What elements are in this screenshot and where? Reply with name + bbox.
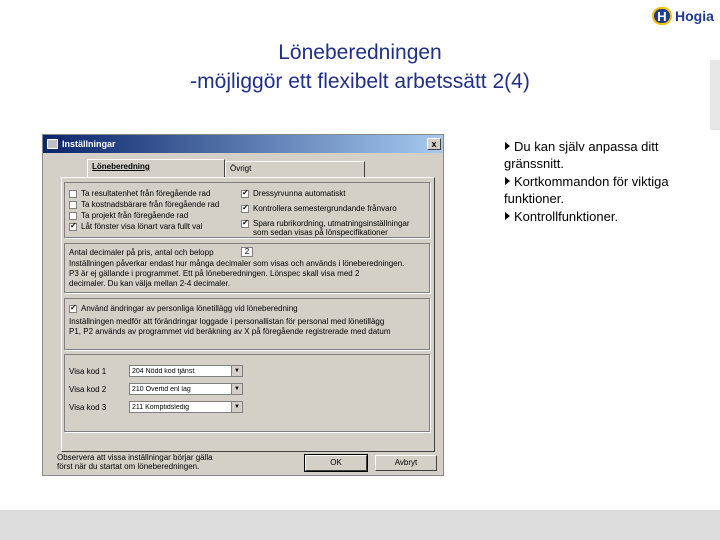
checkbox[interactable]	[69, 212, 77, 220]
checkbox-label: Ta projekt från föregående rad	[81, 211, 189, 220]
close-icon[interactable]: x	[427, 138, 441, 150]
chevron-down-icon[interactable]: ▼	[231, 402, 242, 412]
code-select[interactable]	[129, 401, 243, 413]
footer-note: först när du startat om löneberedningen.	[57, 462, 200, 471]
checkbox-checked[interactable]	[69, 223, 77, 231]
personal-help-line: P1, P2 används av programmet vid beräkning av X på föregående registrerade med datum	[69, 327, 391, 336]
bullet-item: Kontrollfunktioner.	[504, 208, 684, 225]
code-select-value: 204 Nödd kod tjänst	[132, 367, 195, 375]
code-select-value: 210 Övertid enl lag	[132, 385, 191, 393]
code-row	[69, 401, 243, 413]
decimals-help-line: decimaler. Du kan välja mellan 2-4 decimaler.	[69, 279, 230, 288]
checkbox-row[interactable]	[69, 200, 219, 209]
logo-text: Hogia	[675, 8, 714, 24]
tab-panel	[61, 177, 435, 452]
hogia-logo	[652, 6, 714, 26]
checkbox-checked[interactable]	[241, 190, 249, 198]
decimals-help-line: Inställningen påverkar endast hur många decimaler som visas och används i löneberedningen.	[69, 259, 405, 268]
bottom-band	[0, 510, 720, 540]
checkbox-label: Spara rubrikordning, utmatningsinställningar	[253, 219, 410, 228]
settings-dialog	[42, 134, 444, 476]
slide-title-line-1: Löneberedningen	[278, 41, 442, 64]
code-label: Visa kod 1	[69, 366, 107, 376]
checkbox-label: Låt fönster visa lönart vara fullt val	[81, 222, 203, 231]
decimals-help-line: P3 är ej gällande i programmet. Ett på löneberedningen. Lönspec skall visa med 2	[69, 269, 360, 278]
bullet-list	[504, 138, 684, 226]
code-label: Visa kod 3	[69, 402, 107, 412]
checkbox-checked[interactable]	[241, 220, 249, 228]
bullet-item: Du kan själv anpassa ditt gränssnitt.	[504, 138, 684, 172]
checkbox-row[interactable]	[69, 189, 210, 198]
checkbox-label-continued: som sedan visas på lönspecifikationer	[253, 228, 388, 237]
checkbox-row[interactable]	[241, 204, 397, 213]
chevron-down-icon[interactable]: ▼	[231, 366, 242, 376]
checkbox-label: Kontrollera semestergrundande frånvaro	[253, 204, 397, 213]
dialog-titlebar	[43, 135, 443, 153]
personal-help-line: Inställningen medför att förändringar loggade i personallistan för personal med lönetillägg	[69, 317, 385, 326]
footer-note: Observera att vissa inställningar börjar gälla	[57, 453, 213, 462]
codes-group	[64, 354, 430, 432]
checkbox-row[interactable]	[69, 222, 202, 231]
tab-ovrigt[interactable]: Övrigt	[225, 161, 365, 177]
checkbox-row[interactable]	[69, 304, 298, 313]
ok-button[interactable]: OK	[305, 455, 367, 471]
logo-mark-icon: H	[652, 7, 672, 25]
checkbox-label: Dressyrvunna automatiskt	[253, 189, 346, 198]
personal-group	[64, 298, 430, 350]
code-row	[69, 365, 243, 377]
checkbox-row[interactable]	[241, 219, 410, 228]
checkbox[interactable]	[69, 190, 77, 198]
tab-loneberedning[interactable]: Löneberedning	[87, 159, 225, 177]
code-select[interactable]	[129, 383, 243, 395]
window-icon	[47, 139, 58, 149]
decimals-input[interactable]: 2	[241, 247, 253, 257]
checkbox-row[interactable]	[69, 211, 188, 220]
checkbox-label: Ta resultatenhet från föregående rad	[81, 189, 211, 198]
checkbox[interactable]	[69, 201, 77, 209]
code-select-value: 211 Komptidsledig	[132, 403, 190, 411]
code-label: Visa kod 2	[69, 384, 107, 394]
bullet-item: Kortkommandon för viktiga funktioner.	[504, 173, 684, 207]
slide-title-line-2: -möjliggör ett flexibelt arbetssätt 2(4)	[190, 70, 530, 93]
cancel-button[interactable]: Avbryt	[375, 455, 437, 471]
checkbox-checked[interactable]	[241, 205, 249, 213]
slide-title	[0, 38, 720, 96]
checkbox-label: Ta kostnadsbärare från föregående rad	[81, 200, 220, 209]
dialog-title: Inställningar	[62, 139, 116, 149]
decimals-label: Antal decimaler på pris, antal och belopp	[69, 248, 214, 257]
options-group	[64, 182, 430, 238]
chevron-down-icon[interactable]: ▼	[231, 384, 242, 394]
code-row	[69, 383, 243, 395]
checkbox-checked[interactable]	[69, 305, 77, 313]
tab-strip	[87, 161, 365, 177]
code-select[interactable]	[129, 365, 243, 377]
decimals-group	[64, 243, 430, 293]
checkbox-label: Använd ändringar av personliga lönetillägg vid löneberedning	[81, 304, 298, 313]
checkbox-row[interactable]	[241, 189, 345, 198]
